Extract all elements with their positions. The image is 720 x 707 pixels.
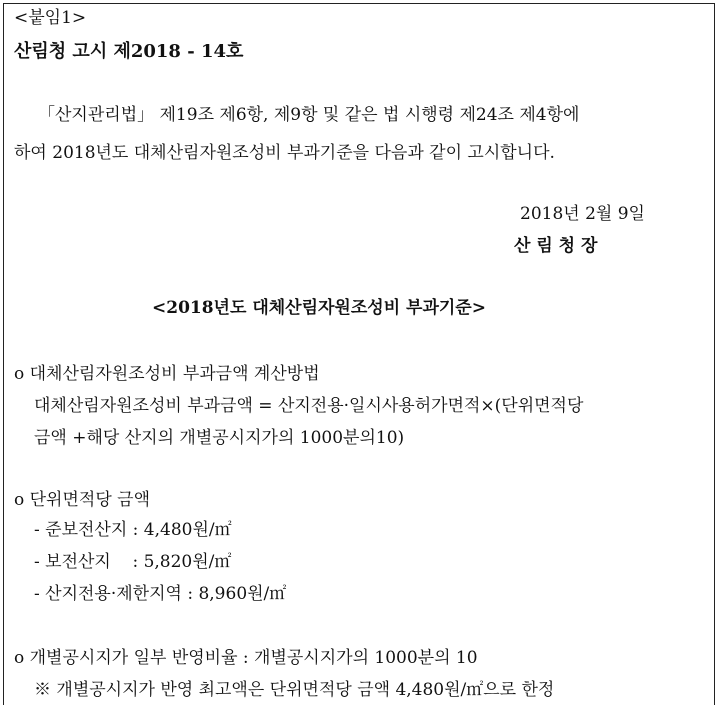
notice-title: 산림청 고시 제2018 - 14호 — [14, 41, 244, 62]
unit-price-item: - 산지전용·제한지역 : 8,960원/㎡ — [34, 584, 287, 604]
section1-title: o 대체산림자원조성비 부과금액 계산방법 — [14, 364, 320, 384]
standard-heading: <2018년도 대체산림자원조성비 부과기준> — [152, 298, 486, 318]
intro-line-1: 「산지관리법」 제19조 제6항, 제9항 및 같은 법 시행령 제24조 제4항에 — [38, 105, 580, 125]
notice-date: 2018년 2월 9일 — [520, 204, 645, 224]
section3-note: ※ 개별공시지가 반영 최고액은 단위면적당 금액 4,480원/㎡으로 한정 — [34, 680, 555, 700]
issuer-name: 산 림 청 장 — [514, 236, 598, 256]
unit-price-item: - 준보전산지 : 4,480원/㎡ — [34, 520, 232, 540]
section3-title: o 개별공시지가 일부 반영비율 : 개별공시지가의 1000분의 10 — [14, 648, 478, 668]
section1-formula-line1: 대체산림자원조성비 부과금액 = 산지전용·일시사용허가면적×(단위면적당 — [34, 396, 584, 416]
section2-title: o 단위면적당 금액 — [14, 490, 150, 510]
section1-formula-line2: 금액 +해당 산지의 개별공시지가의 1000분의10) — [34, 428, 405, 448]
intro-line-2: 하여 2018년도 대체산림자원조성비 부과기준을 다음과 같이 고시합니다. — [14, 143, 555, 163]
unit-price-item: - 보전산지 : 5,820원/㎡ — [34, 552, 232, 572]
attachment-label: <붙임1> — [14, 8, 87, 28]
